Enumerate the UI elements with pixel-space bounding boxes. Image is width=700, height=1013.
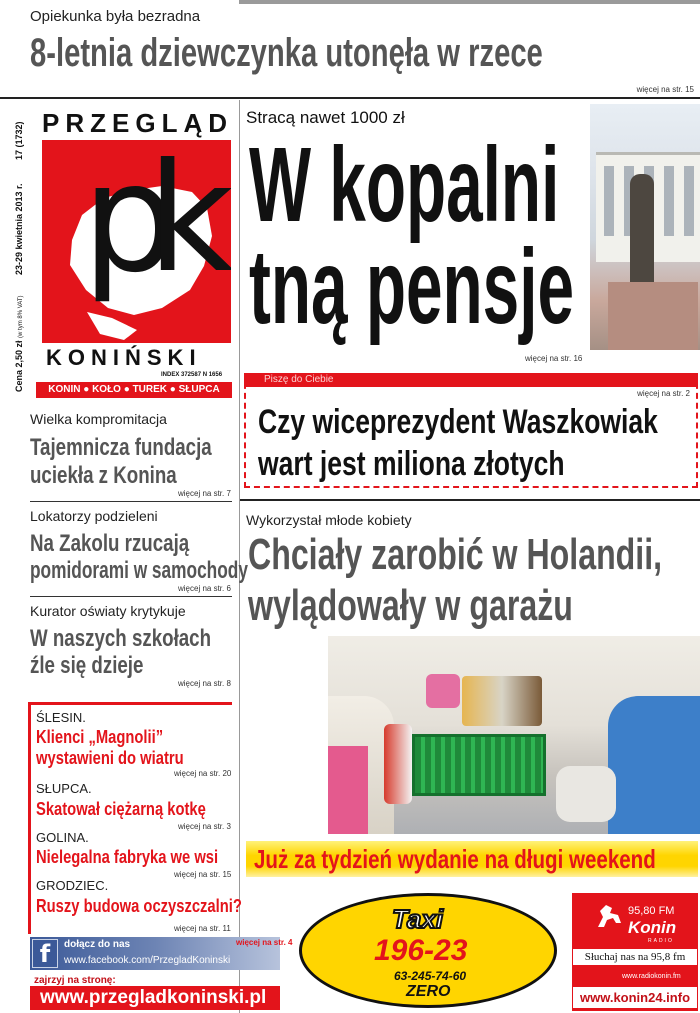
masthead-price <box>14 296 24 393</box>
town-konin: KONIN <box>48 384 81 395</box>
town-kolo: KOŁO <box>92 384 121 395</box>
holland-story-headline-line2[interactable]: wylądowały w garażu <box>248 581 573 630</box>
photo-bag <box>426 674 460 708</box>
radio-portal[interactable]: www.konin24.info <box>579 990 691 1005</box>
left-story-3-more: więcej na str. 8 <box>178 679 231 688</box>
radio-name: Konin <box>628 918 677 937</box>
holland-story-kicker: Wykorzystał młode kobiety <box>246 512 412 528</box>
top-story-divider <box>0 97 700 99</box>
radio-ad[interactable] <box>572 893 698 1011</box>
masthead-index: INDEX 372587 N 1656 <box>161 372 223 378</box>
masthead-towns: KONIN ● KOŁO ● TUREK ● SŁUPCA <box>36 382 232 398</box>
left-story-2-line1[interactable]: Na Zakolu rzucają <box>30 530 190 557</box>
taxi-title: Taxi <box>392 904 444 934</box>
facebook-icon: f <box>32 939 58 968</box>
local-1-line1[interactable]: Klienci „Magnolii” <box>36 727 164 747</box>
local-4-more: więcej na str. 11 <box>174 924 231 933</box>
left-story-3-line2[interactable]: źle się dzieje <box>30 652 144 679</box>
radio-sub: RADIO <box>648 938 674 944</box>
top-story-headline[interactable]: 8-letnia dziewczynka utonęła w rzece <box>30 31 543 75</box>
facebook-bar[interactable] <box>30 937 293 970</box>
local-2-more: więcej na str. 3 <box>178 822 231 831</box>
radio-url[interactable]: www.radiokonin.fm <box>622 973 681 980</box>
top-rule <box>239 0 700 4</box>
photo-items <box>462 676 542 726</box>
local-3-more: więcej na str. 15 <box>174 870 232 879</box>
photo-floor-bags <box>556 766 616 822</box>
masthead-logo[interactable] <box>42 140 231 343</box>
opinion-headline-line2: wart jest miliona złotych <box>258 445 565 483</box>
horse-icon <box>594 903 624 929</box>
taxi-phone: 63-245-74-60 <box>394 969 467 983</box>
monument-photo[interactable] <box>590 104 700 350</box>
opinion-headline-line1: Czy wiceprezydent Waszkowiak <box>258 403 658 441</box>
logo-letters: pk <box>82 140 205 306</box>
radio-listen: Słuchaj nas na 95,8 fm <box>584 951 686 963</box>
local-2-line1[interactable]: Skatował ciężarną kotkę <box>36 799 206 819</box>
left-story-1-kicker: Wielka kompromitacja <box>30 411 167 427</box>
town-turek: TUREK <box>132 384 168 395</box>
local-1-town: ŚLESIN. <box>36 710 86 725</box>
taxi-name: ZERO <box>406 983 451 1000</box>
masthead-title-bottom: KONIŃSKI <box>46 345 202 370</box>
local-1-more: więcej na str. 20 <box>174 769 232 778</box>
masthead-title-top: PRZEGLĄD <box>42 108 233 138</box>
weekend-banner-text: Już za tydzień wydanie na długi weekend <box>254 844 656 874</box>
local-2-town: SŁUPCA. <box>36 781 92 796</box>
garage-photo[interactable] <box>328 636 700 834</box>
local-1-line2[interactable]: wystawieni do wiatru <box>36 748 184 768</box>
radio-listen-box <box>572 948 698 966</box>
facebook-more: więcej na str. 4 <box>236 938 293 947</box>
photo-pedestal <box>608 282 698 350</box>
opinion-more: więcej na str. 2 <box>637 389 690 398</box>
left-story-3-kicker: Kurator oświaty krytykuje <box>30 603 186 619</box>
price-value: Cena 2,50 zł <box>14 340 24 392</box>
photo-blanket-pink <box>328 746 368 834</box>
left-story-2-more: więcej na str. 6 <box>178 584 231 593</box>
radio-portal-box <box>572 986 698 1009</box>
facebook-url[interactable]: www.facebook.com/PrzegladKoninski <box>64 955 231 966</box>
website-url: www.przegladkoninski.pl <box>40 987 267 1008</box>
left-story-1-divider <box>30 501 232 502</box>
opinion-divider <box>240 499 700 501</box>
town-slupca: SŁUPCA <box>178 384 220 395</box>
local-3-line1[interactable]: Nielegalna fabryka we wsi <box>36 847 219 867</box>
website-bar[interactable] <box>30 986 280 1010</box>
left-story-2-kicker: Lokatorzy podzieleni <box>30 508 158 524</box>
price-vat: (w tym 8% VAT) <box>18 295 24 338</box>
masthead-issue: 17 (1732) <box>14 121 24 160</box>
top-story-more: więcej na str. 15 <box>636 85 694 94</box>
opinion-tag: Piszę do Ciebie <box>244 373 698 387</box>
left-story-2-divider <box>30 596 232 597</box>
left-story-1-line2[interactable]: uciekła z Konina <box>30 462 177 489</box>
masthead-date: 23-29 kwietnia 2013 r. <box>14 183 24 275</box>
main-story-headline-line2[interactable]: tną pensje <box>249 228 575 346</box>
opinion-box[interactable] <box>244 373 698 488</box>
website-label: zajrzyj na stronę: <box>34 975 116 986</box>
main-story-headline-line1[interactable]: W kopalni <box>249 126 560 244</box>
facebook-join: dołącz do nas <box>64 939 131 950</box>
taxi-number: 196-23 <box>374 934 468 967</box>
photo-statue <box>630 174 654 284</box>
main-story-more: więcej na str. 16 <box>525 354 583 363</box>
photo-crate <box>412 734 546 796</box>
holland-story-headline-line1[interactable]: Chciały zarobić w Holandii, <box>248 530 663 579</box>
radio-freq: 95,80 FM <box>628 905 675 917</box>
local-4-line1[interactable]: Ruszy budowa oczyszczalni? <box>36 896 242 916</box>
left-story-1-more: więcej na str. 7 <box>178 489 231 498</box>
top-story-kicker: Opiekunka była bezradna <box>30 8 201 25</box>
weekend-banner[interactable] <box>246 841 698 877</box>
left-story-3-line1[interactable]: W naszych szkołach <box>30 625 212 652</box>
photo-bottles <box>384 724 412 804</box>
left-story-1-line1[interactable]: Tajemnicza fundacja <box>30 434 212 461</box>
local-4-town: GRODZIEC. <box>36 878 109 893</box>
taxi-ad[interactable] <box>299 893 557 1008</box>
local-3-town: GOLINA. <box>36 830 89 845</box>
main-story-kicker: Stracą nawet 1000 zł <box>246 108 405 127</box>
left-story-2-line2[interactable]: pomidorami w samochody <box>30 557 248 584</box>
photo-bed-right <box>608 696 700 834</box>
